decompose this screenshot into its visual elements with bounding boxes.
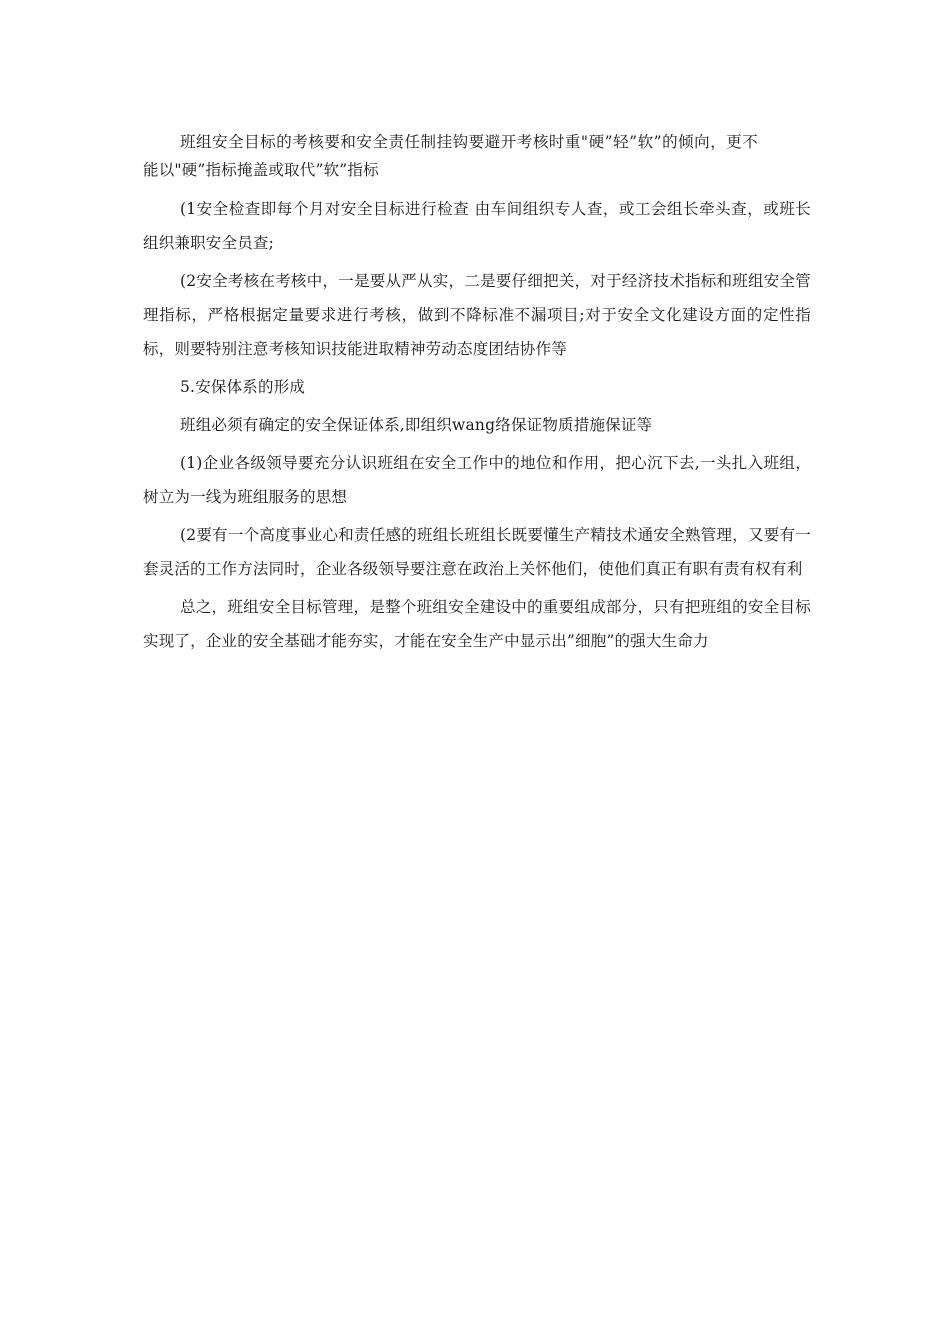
paragraph-safety-assessment: (2安全考核在考核中，一是要从严从实，二是要仔细把关，对于经济技术指标和班组安全管理指标，严格根据定量要求进行考核，做到不降标准不漏项目;对于安全文化建设方面的定性指标，则要特别注意考核知识技能进取精神劳动态度团结协作等 xyxy=(143,272,811,358)
paragraph-team-leader: (2要有一个高度事业心和责任感的班组长班组长既要懂生产精技术通安全熟管理，又要有一套灵活的工作方法同时，企业各级领导要注意在政治上关怀他们，使他们真正有职有责有权有利 xyxy=(143,526,811,578)
paragraph-guarantee-system: 班组必须有确定的安全保证体系,即组织wang络保证物质措施保证等 xyxy=(180,416,653,434)
document-body xyxy=(143,128,811,658)
section-heading-security-system: 5.安保体系的形成 xyxy=(180,378,306,396)
paragraph-assessment-linkage: 班组安全目标的考核要和安全责任制挂钩要避开考核时重"硬”轻”软”的倾向，更不能以"硬”指标掩盖或取代”软”指标 xyxy=(143,133,758,179)
paragraph-leadership-awareness: (1)企业各级领导要充分认识班组在安全工作中的地位和作用，把心沉下去,一头扎入班组，树立为一线为班组服务的思想 xyxy=(143,454,811,506)
paragraph-conclusion: 总之，班组安全目标管理，是整个班组安全建设中的重要组成部分，只有把班组的安全目标实现了，企业的安全基础才能夯实，才能在安全生产中显示出”细胞”的强大生命力 xyxy=(143,598,811,650)
paragraph-safety-inspection: (1安全检查即每个月对安全目标进行检查 由车间组织专人查，或工会组长牵头查，或班长组织兼职安全员查; xyxy=(143,200,811,252)
